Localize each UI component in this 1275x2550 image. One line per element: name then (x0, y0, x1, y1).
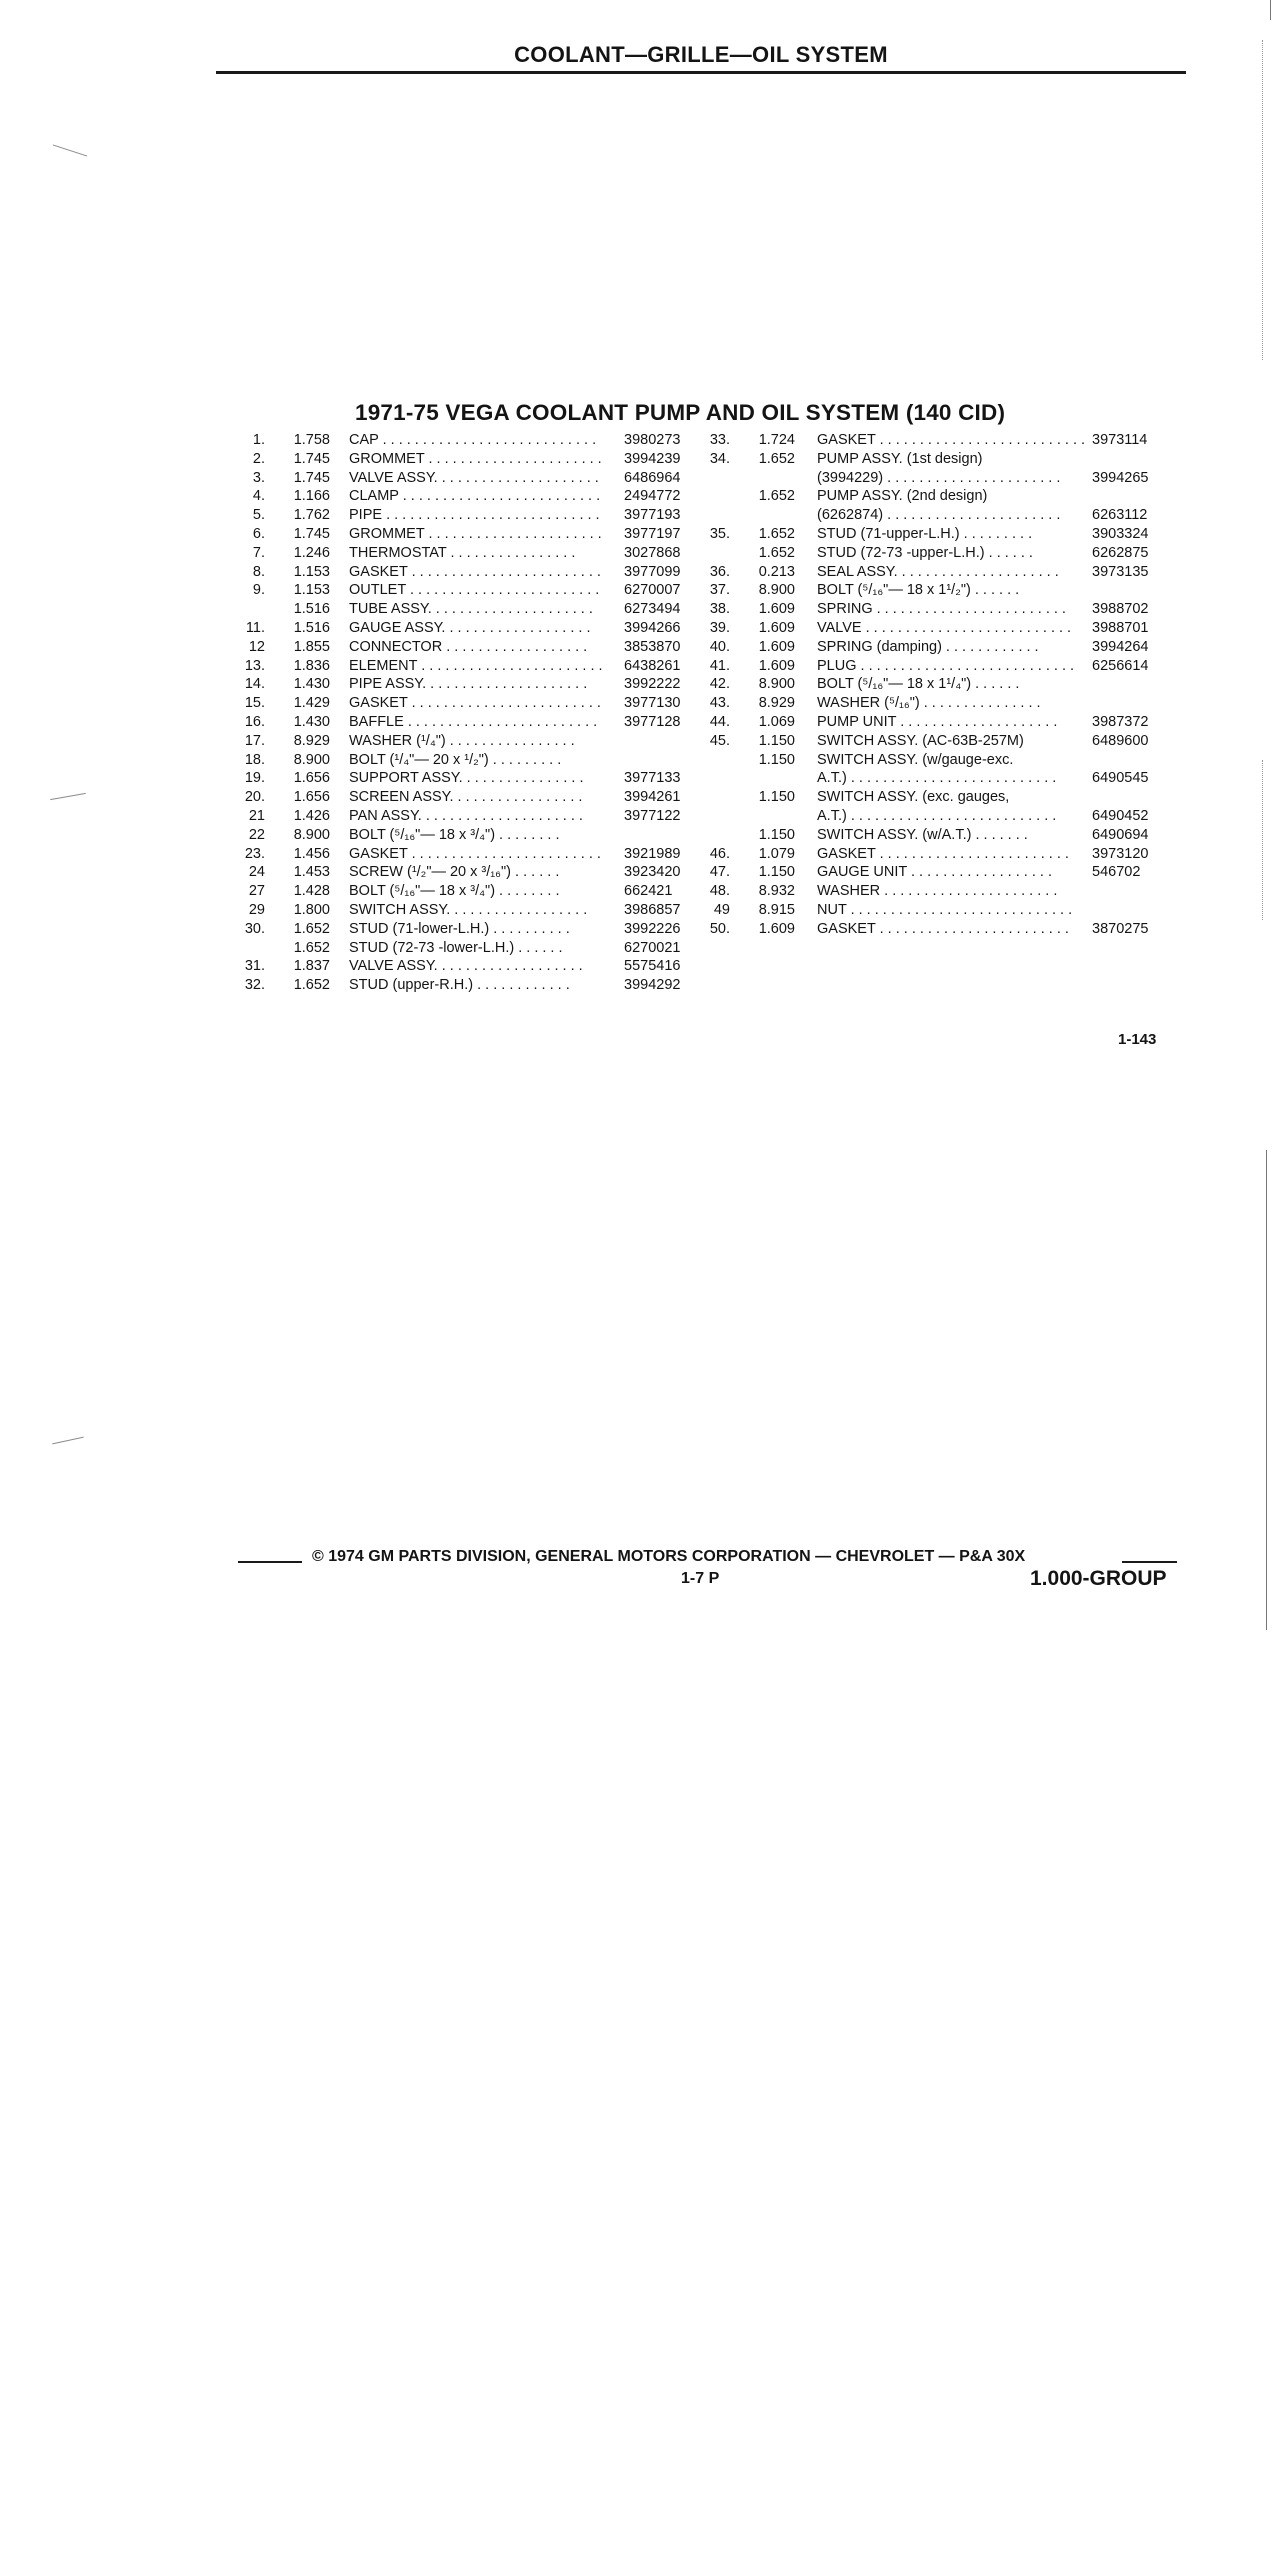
group-number-right: 1.609 (758, 920, 795, 937)
section-title: 1971-75 VEGA COOLANT PUMP AND OIL SYSTEM (140 CID) (355, 400, 1006, 425)
group-number-left: 1.855 (293, 638, 330, 655)
group-number-left: 1.652 (293, 920, 330, 937)
group-number-left: 8.929 (293, 732, 330, 749)
part-description-left: STUD (71-lower-L.H.) . . . . . . . . . . (349, 920, 570, 937)
group-number-right: 1.652 (758, 544, 795, 561)
group-number-left: 1.762 (293, 507, 330, 524)
part-description-right: SWITCH ASSY. (w/gauge-exc. (817, 751, 1014, 768)
part-description-right: PLUG . . . . . . . . . . . . . . . . . . . . . . . . . . . (817, 657, 1075, 674)
group-number-left: 1.429 (293, 695, 330, 712)
item-number-left: 14. (244, 676, 265, 693)
part-number-left: 3977197 (624, 525, 681, 542)
item-number-right: 46. (709, 845, 730, 862)
part-description-left: STUD (upper-R.H.) . . . . . . . . . . . . (349, 977, 570, 994)
item-number-left: 24 (248, 864, 265, 881)
part-description-left: GROMMET . . . . . . . . . . . . . . . . . . . . . . (349, 525, 602, 542)
table-row (0, 638, 1275, 657)
group-number-right: 1.150 (758, 732, 795, 749)
item-number-left: 1. (252, 432, 265, 448)
part-description-left: CAP . . . . . . . . . . . . . . . . . . . . . . . . . . . (349, 432, 597, 448)
group-number-right: 1.724 (758, 432, 795, 448)
group-number-right: 8.900 (758, 676, 795, 693)
group-number-right: 1.652 (758, 525, 795, 542)
part-number-right: 3994265 (1092, 469, 1149, 486)
part-number-left: 6486964 (624, 469, 681, 486)
group-number-left: 1.166 (293, 488, 330, 505)
table-row (0, 769, 1275, 788)
table-row (0, 525, 1275, 544)
item-number-right: 48. (709, 883, 730, 900)
part-description-right: (6262874) . . . . . . . . . . . . . . . . . . . . . . (817, 507, 1061, 524)
part-number-left: 3994292 (624, 977, 681, 994)
group-number-left: 1.428 (293, 883, 330, 900)
parts-table (0, 431, 1275, 995)
group-number-right: 1.609 (758, 601, 795, 618)
part-description-left: CLAMP . . . . . . . . . . . . . . . . . . . . . . . . . (349, 488, 601, 505)
table-row (0, 882, 1275, 901)
group-number-right: 1.652 (758, 488, 795, 505)
group-number-left: 1.837 (293, 958, 330, 975)
group-number-left: 1.453 (293, 864, 330, 881)
group-number-left: 1.246 (293, 544, 330, 561)
part-description-right: SPRING (damping) . . . . . . . . . . . . (817, 638, 1039, 655)
part-number-right: 546702 (1092, 864, 1141, 881)
group-number-right: 8.929 (758, 695, 795, 712)
part-description-left: BOLT (⁵/₁₆"— 18 x ³/₄") . . . . . . . . (349, 883, 560, 900)
group-number-left: 1.800 (293, 901, 330, 918)
part-number-right: 3987372 (1092, 713, 1149, 730)
part-number-left: 3977099 (624, 563, 681, 580)
part-number-right: 3973135 (1092, 563, 1149, 580)
item-number-left: 13. (244, 657, 265, 674)
table-row (0, 713, 1275, 732)
item-number-right: 45. (709, 732, 730, 749)
group-number-right: 1.652 (758, 450, 795, 467)
part-description-right: (3994229) . . . . . . . . . . . . . . . . . . . . . . (817, 469, 1061, 486)
part-description-right: GASKET . . . . . . . . . . . . . . . . . . . . . . . . . . (817, 432, 1086, 448)
part-number-left: 3027868 (624, 544, 681, 561)
table-row (0, 450, 1275, 469)
part-description-left: WASHER (¹/₄") . . . . . . . . . . . . . . . . (349, 732, 575, 749)
part-number-left: 3921989 (624, 845, 681, 862)
table-row (0, 563, 1275, 582)
group-number-right: 1.150 (758, 789, 795, 806)
item-number-left: 32. (244, 977, 265, 994)
part-number-left: 3994239 (624, 450, 681, 467)
group-number-right: 1.150 (758, 751, 795, 768)
part-number-left: 3994266 (624, 619, 681, 636)
part-description-left: THERMOSTAT . . . . . . . . . . . . . . . . (349, 544, 576, 561)
item-number-left: 8. (252, 563, 265, 580)
part-number-left: 3986857 (624, 901, 681, 918)
group-number-left: 1.745 (293, 525, 330, 542)
item-number-left: 11. (245, 619, 265, 636)
part-number-left: 6438261 (624, 657, 681, 674)
group-number-left: 1.652 (293, 977, 330, 994)
item-number-left: 18. (244, 751, 265, 768)
part-description-left: SCREW (¹/₂"— 20 x ³/₁₆") . . . . . . (349, 864, 560, 881)
page-number: 1-143 (1118, 1031, 1157, 1048)
part-number-right: 3994264 (1092, 638, 1149, 655)
part-number-left: 3977122 (624, 807, 681, 824)
part-description-right: SEAL ASSY. . . . . . . . . . . . . . . . . . . . . (817, 563, 1059, 580)
item-number-right: 49 (713, 901, 730, 918)
scan-edge-line (1262, 40, 1263, 360)
part-number-right: 6262875 (1092, 544, 1149, 561)
part-number-right: 6490545 (1092, 770, 1149, 787)
part-description-right: WASHER (⁵/₁₆") . . . . . . . . . . . . . . . (817, 695, 1041, 712)
part-description-left: BOLT (¹/₄"— 20 x ¹/₂") . . . . . . . . . (349, 751, 562, 768)
table-row (0, 901, 1275, 920)
part-number-left: 6273494 (624, 601, 681, 618)
part-number-left: 5575416 (624, 958, 681, 975)
copyright-line: © 1974 GM PARTS DIVISION, GENERAL MOTORS CORPORATION — CHEVROLET — P&A 30X (312, 1548, 1026, 1565)
item-number-left: 17. (244, 732, 265, 749)
part-description-right: BOLT (⁵/₁₆"— 18 x 1¹/₂") . . . . . . (817, 582, 1020, 599)
table-row (0, 788, 1275, 807)
group-number-right: 1.069 (758, 713, 795, 730)
part-number-right: 6490452 (1092, 807, 1149, 824)
part-description-right: SPRING . . . . . . . . . . . . . . . . . . . . . . . . (817, 601, 1066, 618)
item-number-right: 38. (709, 601, 730, 618)
table-row (0, 751, 1275, 770)
group-number-right: 1.609 (758, 619, 795, 636)
part-description-left: OUTLET . . . . . . . . . . . . . . . . . . . . . . . . (349, 582, 600, 599)
part-number-right: 6256614 (1092, 657, 1149, 674)
group-label: 1.000-GROUP (1030, 1567, 1167, 1590)
item-number-left: 29 (248, 901, 265, 918)
table-row (0, 732, 1275, 751)
part-description-left: CONNECTOR . . . . . . . . . . . . . . . . . . (349, 638, 588, 655)
part-description-right: GAUGE UNIT . . . . . . . . . . . . . . . . . . (817, 864, 1052, 881)
scan-edge-line (1262, 760, 1263, 920)
table-row (0, 619, 1275, 638)
part-description-left: GAUGE ASSY. . . . . . . . . . . . . . . . . . . (349, 619, 591, 636)
group-number-right: 1.079 (758, 845, 795, 862)
group-number-left: 1.758 (293, 432, 330, 448)
group-number-right: 1.150 (758, 826, 795, 843)
group-number-left: 1.426 (293, 807, 330, 824)
part-description-left: VALVE ASSY. . . . . . . . . . . . . . . . . . . (349, 958, 583, 975)
header-rule (216, 71, 1186, 74)
group-number-right: 0.213 (758, 563, 795, 580)
table-row (0, 920, 1275, 939)
group-number-left: 1.153 (293, 582, 330, 599)
item-number-left: 5. (252, 507, 265, 524)
table-row (0, 600, 1275, 619)
group-number-right: 8.932 (758, 883, 795, 900)
part-description-left: SUPPORT ASSY. . . . . . . . . . . . . . . . (349, 770, 584, 787)
part-number-left: 3977133 (624, 770, 681, 787)
table-row (0, 807, 1275, 826)
part-number-left: 3980273 (624, 432, 681, 448)
part-number-left: 3992226 (624, 920, 681, 937)
table-row (0, 863, 1275, 882)
part-description-left: SWITCH ASSY. . . . . . . . . . . . . . . . . . (349, 901, 588, 918)
table-row (0, 939, 1275, 958)
table-row (0, 469, 1275, 488)
part-description-left: PIPE . . . . . . . . . . . . . . . . . . . . . . . . . . . (349, 507, 600, 524)
part-number-right: 3903324 (1092, 525, 1149, 542)
part-description-right: NUT . . . . . . . . . . . . . . . . . . . . . . . . . . . . (817, 901, 1073, 918)
group-number-left: 1.652 (293, 939, 330, 956)
part-description-left: TUBE ASSY. . . . . . . . . . . . . . . . . . . . . (349, 601, 593, 618)
group-number-left: 1.153 (293, 563, 330, 580)
table-row (0, 845, 1275, 864)
table-row (0, 826, 1275, 845)
part-description-right: GASKET . . . . . . . . . . . . . . . . . . . . . . . . (817, 845, 1069, 862)
table-row (0, 431, 1275, 450)
part-number-left: 3977130 (624, 695, 681, 712)
footer-rule-left (238, 1561, 302, 1563)
scan-mark (52, 1437, 84, 1445)
table-row (0, 544, 1275, 563)
part-description-left: PIPE ASSY. . . . . . . . . . . . . . . . . . . . . (349, 676, 588, 693)
part-description-right: SWITCH ASSY. (AC-63B-257M) (817, 732, 1024, 749)
scan-edge-line (1270, 0, 1271, 20)
item-number-left: 31. (244, 958, 265, 975)
item-number-right: 44. (709, 713, 730, 730)
item-number-right: 36. (709, 563, 730, 580)
part-number-right: 6490694 (1092, 826, 1149, 843)
group-number-left: 1.656 (293, 770, 330, 787)
part-description-right: PUMP ASSY. (1st design) (817, 450, 983, 467)
item-number-right: 40. (709, 638, 730, 655)
item-number-right: 34. (709, 450, 730, 467)
group-number-left: 1.456 (293, 845, 330, 862)
item-number-left: 27 (248, 883, 265, 900)
item-number-left: 9. (252, 582, 265, 599)
part-number-left: 662421 (624, 883, 673, 900)
group-number-left: 1.745 (293, 450, 330, 467)
page-header-title: COOLANT—GRILLE—OIL SYSTEM (514, 42, 888, 67)
part-description-left: GROMMET . . . . . . . . . . . . . . . . . . . . . . (349, 450, 602, 467)
item-number-left: 3. (252, 469, 265, 486)
part-description-left: BAFFLE . . . . . . . . . . . . . . . . . . . . . . . . (349, 713, 598, 730)
group-number-left: 1.516 (293, 619, 330, 636)
part-description-right: BOLT (⁵/₁₆"— 18 x 1¹/₄") . . . . . . (817, 676, 1020, 693)
part-description-right: SWITCH ASSY. (exc. gauges, (817, 789, 1010, 806)
table-row (0, 957, 1275, 976)
item-number-right: 50. (709, 920, 730, 937)
part-description-left: VALVE ASSY. . . . . . . . . . . . . . . . . . . . . (349, 469, 599, 486)
table-row (0, 657, 1275, 676)
item-number-left: 7. (252, 544, 265, 561)
part-description-left: GASKET . . . . . . . . . . . . . . . . . . . . . . . . (349, 845, 601, 862)
item-number-left: 4. (252, 488, 265, 505)
item-number-left: 15. (244, 695, 265, 712)
part-description-left: PAN ASSY. . . . . . . . . . . . . . . . . . . . . (349, 807, 583, 824)
footer-rule-right (1122, 1561, 1177, 1563)
part-number-right: 6263112 (1092, 507, 1148, 524)
part-description-right: SWITCH ASSY. (w/A.T.) . . . . . . . (817, 826, 1028, 843)
item-number-left: 2. (252, 450, 265, 467)
part-description-right: WASHER . . . . . . . . . . . . . . . . . . . . . . (817, 883, 1058, 900)
group-number-left: 1.745 (293, 469, 330, 486)
part-number-left: 6270007 (624, 582, 681, 599)
item-number-right: 41. (709, 657, 730, 674)
part-number-right: 3870275 (1092, 920, 1149, 937)
part-description-left: SCREEN ASSY. . . . . . . . . . . . . . . . . (349, 789, 583, 806)
part-number-right: 3973120 (1092, 845, 1149, 862)
part-number-left: 3977128 (624, 713, 681, 730)
table-row (0, 976, 1275, 995)
part-description-left: ELEMENT . . . . . . . . . . . . . . . . . . . . . . . (349, 657, 603, 674)
scan-mark (53, 144, 88, 156)
part-description-right: PUMP UNIT . . . . . . . . . . . . . . . . . . . . (817, 713, 1058, 730)
part-number-left: 3992222 (624, 676, 681, 693)
table-row (0, 675, 1275, 694)
part-number-right: 3988701 (1092, 619, 1149, 636)
group-number-right: 1.150 (758, 864, 795, 881)
part-number-left: 6270021 (624, 939, 681, 956)
item-number-right: 47. (709, 864, 730, 881)
item-number-left: 22 (248, 826, 265, 843)
group-number-left: 8.900 (293, 826, 330, 843)
item-number-right: 37. (709, 582, 730, 599)
part-description-left: GASKET . . . . . . . . . . . . . . . . . . . . . . . . (349, 695, 601, 712)
item-number-left: 21 (248, 807, 265, 824)
part-number-left: 3853870 (624, 638, 681, 655)
part-number-right: 3973114 (1092, 432, 1148, 448)
part-number-left: 3977193 (624, 507, 681, 524)
part-number-right: 3988702 (1092, 601, 1149, 618)
group-number-left: 1.430 (293, 676, 330, 693)
part-description-right: PUMP ASSY. (2nd design) (817, 488, 988, 505)
section-code: 1-7 P (681, 1570, 720, 1587)
item-number-right: 35. (709, 525, 730, 542)
group-number-left: 1.836 (293, 657, 330, 674)
table-row (0, 487, 1275, 506)
part-description-left: STUD (72-73 -lower-L.H.) . . . . . . (349, 939, 563, 956)
part-description-right: A.T.) . . . . . . . . . . . . . . . . . . . . . . . . . . (817, 770, 1057, 787)
group-number-right: 8.915 (758, 901, 795, 918)
item-number-left: 23. (244, 845, 265, 862)
part-description-right: A.T.) . . . . . . . . . . . . . . . . . . . . . . . . . . (817, 807, 1057, 824)
item-number-left: 12 (248, 638, 265, 655)
group-number-left: 8.900 (293, 751, 330, 768)
item-number-right: 39. (709, 619, 730, 636)
item-number-right: 43. (709, 695, 730, 712)
group-number-right: 1.609 (758, 638, 795, 655)
item-number-left: 6. (252, 525, 265, 542)
part-number-left: 3923420 (624, 864, 681, 881)
group-number-left: 1.516 (293, 601, 330, 618)
part-description-right: GASKET . . . . . . . . . . . . . . . . . . . . . . . . (817, 920, 1069, 937)
part-description-right: STUD (72-73 -upper-L.H.) . . . . . . (817, 544, 1033, 561)
item-number-right: 42. (709, 676, 730, 693)
part-number-left: 2494772 (624, 488, 681, 505)
part-description-right: STUD (71-upper-L.H.) . . . . . . . . . (817, 525, 1033, 542)
group-number-right: 1.609 (758, 657, 795, 674)
item-number-left: 20. (244, 789, 265, 806)
scan-edge-line (1266, 1150, 1267, 1630)
part-description-right: VALVE . . . . . . . . . . . . . . . . . . . . . . . . . . (817, 619, 1072, 636)
part-description-left: GASKET . . . . . . . . . . . . . . . . . . . . . . . . (349, 563, 601, 580)
part-description-left: BOLT (⁵/₁₆"— 18 x ³/₄") . . . . . . . . (349, 826, 560, 843)
item-number-right: 33. (709, 432, 730, 448)
part-number-right: 6489600 (1092, 732, 1149, 749)
item-number-left: 30. (244, 920, 265, 937)
group-number-left: 1.430 (293, 713, 330, 730)
group-number-left: 1.656 (293, 789, 330, 806)
item-number-left: 16. (244, 713, 265, 730)
table-row (0, 506, 1275, 525)
group-number-right: 8.900 (758, 582, 795, 599)
item-number-left: 19. (244, 770, 265, 787)
table-row (0, 581, 1275, 600)
part-number-left: 3994261 (624, 789, 681, 806)
table-row (0, 694, 1275, 713)
